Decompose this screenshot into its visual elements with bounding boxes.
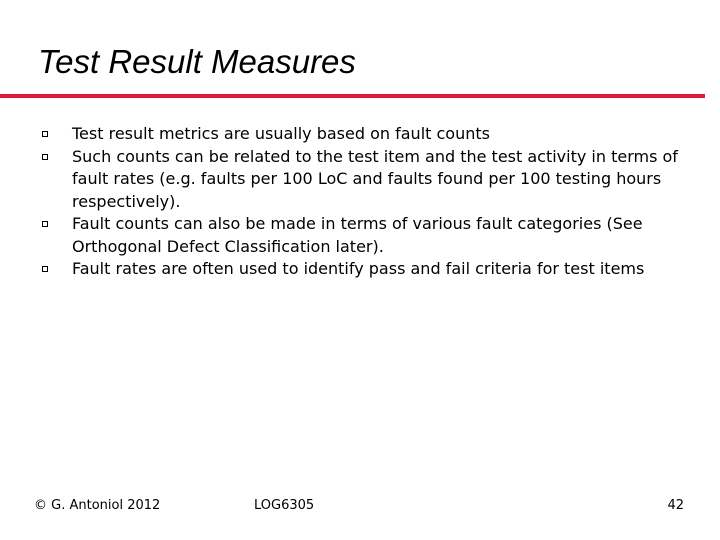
bullet-text: Fault counts can also be made in terms of various fault categories (See Orthogonal Defect Classification later). [72,214,643,256]
footer-page-number: 42 [667,498,684,513]
title-divider [0,94,705,98]
bullet-text: Such counts can be related to the test item and the test activity in terms of fault rates (e.g. faults per 100 LoC and faults found per 100 testing hours respectively). [72,146,678,211]
list-item [40,258,690,281]
list-item [40,123,690,146]
bullet-text: Fault rates are often used to identify pass and fail criteria for test items [72,259,645,278]
footer-course: LOG6305 [254,498,315,513]
hollow-square-icon [42,266,48,272]
hollow-square-icon [42,131,48,137]
hollow-square-icon [42,221,48,227]
list-item [40,146,690,214]
slide-title: Test Result Measures [38,43,356,80]
hollow-square-icon [42,154,48,160]
bullet-list [40,123,690,281]
bullet-text: Test result metrics are usually based on fault counts [72,124,490,143]
list-item [40,213,690,258]
footer-copyright: © G. Antoniol 2012 [34,498,161,513]
